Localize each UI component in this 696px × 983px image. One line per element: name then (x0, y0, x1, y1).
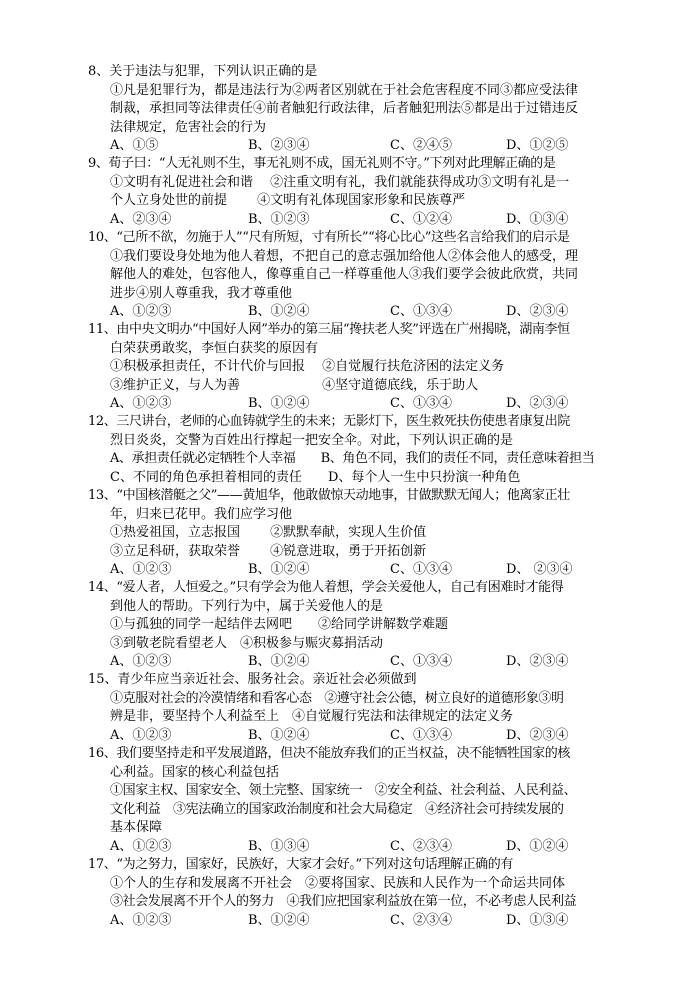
question-body-line: ①热爱祖国，立志报国 ②默默奉献，实现人生价值 (110, 525, 427, 540)
options-row (88, 653, 648, 672)
question-stem: 13、“中国核潜艇之父”——黄旭华，他敢做惊天动地事，甘做默默无闻人；他离家正壮 (88, 488, 570, 503)
option-b: B、①②④ (248, 727, 310, 743)
option-a: A、②③④ (110, 211, 172, 227)
question-option-line: C、不同的角色承担着相同的责任 D、每个人一生中只扮演一种角色 (110, 469, 521, 485)
option-a: A、①②③ (110, 727, 172, 743)
question-11 (88, 321, 648, 414)
question-12 (88, 413, 648, 487)
options-row (88, 395, 648, 414)
question-body-line: 制裁，承担同等法律责任④前者触犯行政法律，后者触犯刑法⑤都是出于过错违反 (110, 101, 579, 116)
options-row (88, 137, 648, 156)
option-c: C、①②④ (390, 211, 452, 227)
option-a: A、①②③ (110, 654, 172, 669)
option-a: A、①②③ (110, 838, 172, 854)
question-8 (88, 63, 648, 156)
question-body-line: ①我们要设身处地为他人着想，不把自己的意志强加给他人②体会他人的感受，理 (110, 248, 579, 264)
option-a: A、①②③ (110, 304, 172, 319)
option-b: B、①②③ (248, 211, 310, 227)
option-d: D、②③④ (506, 727, 569, 743)
question-body-line: 进步④别人尊重我，我才尊重他 (110, 285, 293, 301)
question-body-line: ③维护正义，与人为善 ④坚守道德底线，乐于助人 (110, 377, 479, 393)
option-d: D、 ②③④ (506, 562, 573, 577)
question-body-line: ③社会发展离不开个人的努力 ④我们应把国家利益放在第一位，不必考虑人民利益 (110, 894, 577, 909)
option-d: D、②③④ (506, 304, 569, 319)
question-stem: 11、由中央文明办“中国好人网”举办的第三届“搀扶老人奖”评选在广州揭晓，湖南李恒 (88, 322, 570, 337)
question-10 (88, 229, 648, 322)
option-d: D、①②⑤ (506, 138, 569, 153)
option-d: D、②③④ (506, 654, 569, 669)
option-a: A、①⑤ (110, 138, 159, 153)
option-a: A、①②③ (110, 562, 172, 577)
options-row (88, 561, 648, 580)
option-b: B、②③④ (248, 138, 310, 153)
option-b: B、①②④ (248, 912, 310, 928)
option-b: B、①②④ (248, 562, 310, 577)
option-b: B、①②④ (248, 304, 310, 319)
question-stem-line: 烈日炎炎，交警为百姓出行撑起一把安全伞。对此，下列认识正确的是 (110, 432, 514, 448)
question-stem-line: 年，归来已花甲。我们应学习他 (110, 506, 293, 522)
question-16 (88, 745, 648, 856)
question-17 (88, 856, 648, 930)
options-row (88, 727, 648, 746)
question-body-line: 基本保障 (110, 820, 163, 835)
option-a: A、①②③ (110, 912, 172, 928)
question-stem: 17、“为之努力，国家好，民族好，大家才会好。”下列对这句话理解正确的有 (88, 857, 513, 872)
question-body-line: ①凡是犯罪行为，都是违法行为②两者区别就在于社会危害程度不同③都应受法律 (110, 82, 579, 98)
options-row (88, 303, 648, 322)
question-stem: 16、我们要坚持走和平发展道路，但决不能放弃我们的正当权益，决不能牺牲国家的核 (88, 746, 570, 761)
question-body-line: ①克服对社会的冷漠情绪和看客心态 ②遵守社会公德，树立良好的道德形象③明 (110, 690, 564, 706)
question-body-line: ①国家主权、国家安全、领土完整、国家统一 ②安全利益、社会利益、人民利益、 (110, 783, 577, 798)
options-row (88, 211, 648, 230)
question-body-line: ③到敬老院看望老人 ④积极参与赈灾募捐活动 (110, 635, 384, 651)
option-c: C、①③④ (390, 396, 452, 411)
question-15 (88, 671, 648, 745)
option-c: C、①③④ (390, 654, 452, 669)
option-b: B、①②④ (248, 396, 310, 411)
question-stem-line: 到他人的帮助。下列行为中，属于关爱他人的是 (110, 598, 384, 614)
question-body-line: 解他人的难处，包容他人，像尊重自己一样尊重他人③我们要学会彼此欣赏，共同 (110, 267, 579, 282)
option-a: A、①②③ (110, 396, 172, 411)
question-13 (88, 487, 648, 580)
option-d: D、①③④ (506, 912, 569, 928)
question-stem: 9、荀子曰：“人无礼则不生，事无礼则不成，国无礼则不守。”下列对此理解正确的是 (88, 156, 556, 171)
question-body-line: 文化利益 ③宪法确立的国家政治制度和社会大局稳定 ④经济社会可持续发展的 (110, 801, 564, 817)
question-stem: 12、三尺讲台，老师的心血铸就学生的未来；无影灯下，医生救死扶伤使患者康复出院 (88, 414, 570, 429)
option-c: C、①③④ (390, 304, 452, 319)
question-option-line: A、承担责任就必定牺牲个人幸福 B、角色不同，我们的责任不同，责任意味着担当 (110, 451, 595, 466)
option-b: B、①③④ (248, 838, 310, 854)
option-d: D、②③④ (506, 396, 569, 411)
question-body-line: ①积极承担责任，不计代价与回报 ②自觉履行扶危济困的法定义务 (110, 359, 505, 374)
question-body-line: ①文明有礼促进社会和谐 ②注重文明有礼，我们就能获得成功③文明有礼是一 (110, 174, 570, 190)
option-c: C、②④⑤ (390, 138, 452, 153)
question-14 (88, 579, 648, 672)
option-b: B、①②④ (248, 654, 310, 669)
option-c: C、②③④ (390, 838, 452, 854)
option-d: D、①③④ (506, 211, 569, 227)
question-body-line: ③立足科研，获取荣誉 ④锐意进取，勇于开拓创新 (110, 543, 427, 559)
question-body-line: 法律规定，危害社会的行为 (110, 119, 267, 135)
question-stem: 15、青少年应当亲近社会、服务社会。亲近社会必须做到 (88, 672, 417, 687)
question-body-line: ①与孤独的同学一起结伴去网吧 ②给同学讲解数学难题 (110, 617, 449, 632)
question-stem-line: 心利益。国家的核心利益包括 (110, 764, 280, 780)
question-stem: 14、“爱人者，人恒爱之。”只有学会为他人着想，学会关爱他人，自己有困难时才能得 (88, 580, 564, 595)
option-c: C、②③④ (390, 912, 452, 928)
question-stem-line: 白荣获勇敢奖，李恒白获奖的原因有 (110, 340, 319, 356)
question-9 (88, 155, 648, 229)
question-body-line: 个人立身处世的前提 ④文明有礼体现国家形象和民族尊严 (110, 193, 466, 208)
options-row (88, 912, 648, 931)
options-row (88, 838, 648, 857)
option-c: C、①③④ (390, 562, 452, 577)
question-body-line: 辨是非，要坚持个人利益至上 ④自觉履行宪法和法律规定的法定义务 (110, 709, 514, 724)
question-stem: 8、关于违法与犯罪，下列认识正确的是 (88, 64, 318, 79)
option-c: C、①③④ (390, 727, 452, 743)
question-body-line: ①个人的生存和发展离不开社会 ②要将国家、民族和人民作为一个命运共同体 (110, 875, 566, 891)
question-stem: 10、“己所不欲，勿施于人”“尺有所短，寸有所长”“将心比心”这些名言给我们的启示是 (88, 230, 570, 245)
option-d: D、①②④ (506, 838, 569, 854)
